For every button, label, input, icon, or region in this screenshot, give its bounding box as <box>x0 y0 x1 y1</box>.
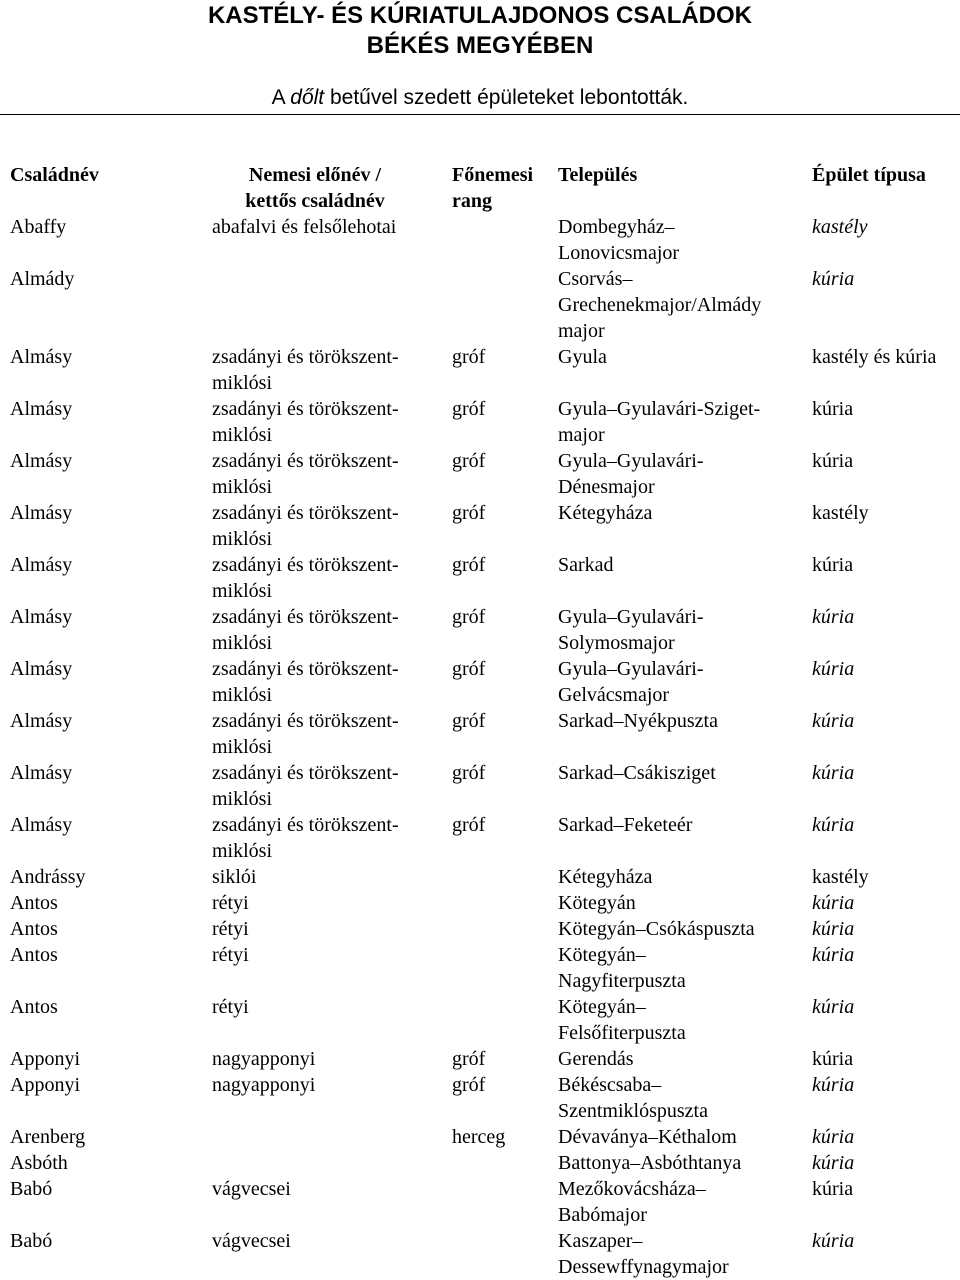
table-row <box>0 500 960 552</box>
cell-family: Antos <box>10 944 58 966</box>
cell-noble-prefix-line: miklósi <box>212 476 273 498</box>
cell-settlement-line: Gyula–Gyulavári- <box>558 658 704 680</box>
cell-building-type: kastély <box>812 502 869 524</box>
cell-settlement <box>558 1228 806 1280</box>
table-row <box>0 1150 960 1176</box>
column-header-noble-prefix-line1: Nemesi előnév / <box>248 164 382 186</box>
cell-settlement-line: Grechenekmajor/Almády <box>558 294 762 316</box>
cell-noble-prefix-line: vágvecsei <box>212 1178 291 1200</box>
table-row <box>0 916 960 942</box>
cell-settlement-line: Gyula <box>558 346 607 368</box>
cell-family: Almásy <box>10 762 73 784</box>
cell-settlement-line: Csorvás– <box>558 268 633 290</box>
cell-settlement-line: Battonya–Asbóthtanya <box>558 1152 742 1174</box>
cell-rank: gróf <box>452 450 486 472</box>
cell-family: Almásy <box>10 346 73 368</box>
table-row <box>0 448 960 500</box>
cell-settlement-line: Dessewffynagymajor <box>558 1256 729 1278</box>
cell-noble-prefix-line: nagyapponyi <box>212 1074 316 1096</box>
cell-noble-prefix-line: zsadányi és törökszent- <box>212 346 399 368</box>
cell-settlement <box>558 604 806 656</box>
column-header-family: Családnév <box>10 164 99 186</box>
cell-family: Antos <box>10 996 58 1018</box>
document-title-line2: BÉKÉS MEGYÉBEN <box>366 32 594 59</box>
cell-settlement-line: Kötegyán– <box>558 996 646 1018</box>
cell-noble-prefix <box>212 500 434 552</box>
cell-building-type: kastély és kúria <box>812 346 937 368</box>
table-row <box>0 266 960 344</box>
cell-settlement-line: Gyula–Gyulavári- <box>558 450 704 472</box>
cell-building-type: kúria <box>812 1048 854 1070</box>
cell-settlement-line: Kötegyán– <box>558 944 646 966</box>
cell-family: Apponyi <box>10 1074 80 1096</box>
cell-settlement-line: Dénesmajor <box>558 476 655 498</box>
cell-noble-prefix-line: zsadányi és törökszent- <box>212 762 399 784</box>
cell-building-type: kúria <box>812 606 855 628</box>
table-row <box>0 604 960 656</box>
cell-settlement-line: Sarkad–Feketeér <box>558 814 693 836</box>
subtitle-italic-word: dőlt <box>290 86 325 109</box>
document-title-line1: KASTÉLY- ÉS KÚRIATULAJDONOS CSALÁDOK <box>207 2 753 29</box>
cell-family: Abaffy <box>10 216 67 238</box>
cell-noble-prefix-line: zsadányi és törökszent- <box>212 398 399 420</box>
cell-rank: gróf <box>452 658 486 680</box>
cell-noble-prefix-line: nagyapponyi <box>212 1048 316 1070</box>
cell-settlement-line: Lonovicsmajor <box>558 242 680 264</box>
cell-rank: gróf <box>452 346 486 368</box>
table-row <box>0 552 960 604</box>
cell-building-type: kastély <box>812 216 868 238</box>
table-row <box>0 1124 960 1150</box>
cell-settlement <box>558 1150 806 1176</box>
cell-noble-prefix-line: vágvecsei <box>212 1230 291 1252</box>
cell-noble-prefix <box>212 1176 434 1202</box>
cell-noble-prefix <box>212 812 434 864</box>
table-body <box>0 214 960 1280</box>
table-row <box>0 812 960 864</box>
cell-building-type: kúria <box>812 398 854 420</box>
subtitle-text-after: betűvel szedett épületeket lebontották. <box>324 86 689 109</box>
cell-settlement <box>558 448 806 500</box>
cell-noble-prefix <box>212 760 434 812</box>
cell-settlement-line: Babómajor <box>558 1204 647 1226</box>
cell-rank: gróf <box>452 814 486 836</box>
cell-building-type: kúria <box>812 554 854 576</box>
cell-building-type: kúria <box>812 268 855 290</box>
cell-settlement-line: Sarkad–Nyékpuszta <box>558 710 718 732</box>
cell-rank: herceg <box>452 1126 506 1148</box>
cell-settlement-line: Nagyfiterpuszta <box>558 970 686 992</box>
cell-settlement-line: Kétegyháza <box>558 502 653 524</box>
cell-settlement-line: Kétegyháza <box>558 866 653 888</box>
cell-family: Almásy <box>10 554 73 576</box>
column-header-building-type: Épület típusa <box>812 164 926 186</box>
cell-settlement <box>558 344 806 370</box>
cell-settlement <box>558 890 806 916</box>
column-header-settlement: Település <box>558 164 638 186</box>
cell-noble-prefix-line: zsadányi és törökszent- <box>212 502 399 524</box>
cell-settlement-line: major <box>558 320 605 342</box>
cell-settlement <box>558 942 806 994</box>
cell-noble-prefix-line: zsadányi és törökszent- <box>212 814 399 836</box>
column-header-noble-prefix-line2: kettős családnév <box>245 190 385 212</box>
cell-settlement-line: Gelvácsmajor <box>558 684 670 706</box>
cell-family: Almásy <box>10 502 73 524</box>
cell-noble-prefix-line: zsadányi és törökszent- <box>212 710 399 732</box>
table-row <box>0 890 960 916</box>
cell-building-type: kúria <box>812 892 855 914</box>
cell-noble-prefix <box>212 1228 434 1254</box>
table-row <box>0 1176 960 1228</box>
cell-settlement-line: Solymosmajor <box>558 632 675 654</box>
cell-noble-prefix <box>212 994 434 1020</box>
cell-family: Arenberg <box>10 1126 86 1148</box>
table-row <box>0 760 960 812</box>
cell-building-type: kúria <box>812 710 855 732</box>
cell-building-type: kúria <box>812 944 855 966</box>
cell-settlement-line: Szentmiklóspuszta <box>558 1100 708 1122</box>
cell-noble-prefix <box>212 214 434 240</box>
cell-building-type: kúria <box>812 762 855 784</box>
cell-rank: gróf <box>452 762 486 784</box>
cell-family: Apponyi <box>10 1048 80 1070</box>
cell-noble-prefix-line: rétyi <box>212 892 249 914</box>
cell-noble-prefix-line: miklósi <box>212 528 273 550</box>
cell-noble-prefix <box>212 448 434 500</box>
cell-settlement <box>558 1046 806 1072</box>
cell-noble-prefix-line: miklósi <box>212 424 273 446</box>
cell-family: Almásy <box>10 710 73 732</box>
cell-settlement-line: Kötegyán–Csókáspuszta <box>558 918 755 940</box>
column-header-noble-prefix <box>196 162 434 214</box>
table-row <box>0 1072 960 1124</box>
cell-settlement <box>558 1072 806 1124</box>
cell-family: Almásy <box>10 814 73 836</box>
cell-noble-prefix <box>212 1072 434 1098</box>
cell-rank: gróf <box>452 398 486 420</box>
cell-settlement-line: Gyula–Gyulavári- <box>558 606 704 628</box>
cell-building-type: kúria <box>812 1230 855 1252</box>
cell-settlement-line: Dévaványa–Kéthalom <box>558 1126 737 1148</box>
cell-family: Almády <box>10 268 75 290</box>
cell-settlement-line: major <box>558 424 605 446</box>
cell-rank: gróf <box>452 1074 486 1096</box>
cell-settlement <box>558 864 806 890</box>
cell-noble-prefix-line: miklósi <box>212 736 273 758</box>
cell-settlement <box>558 500 806 526</box>
cell-settlement-line: Kötegyán <box>558 892 636 914</box>
cell-family: Almásy <box>10 606 73 628</box>
cell-building-type: kúria <box>812 814 855 836</box>
cell-noble-prefix <box>212 552 434 604</box>
table-header-row <box>0 162 960 214</box>
cell-family: Babó <box>10 1178 53 1200</box>
cell-noble-prefix-line: miklósi <box>212 788 273 810</box>
column-header-rank <box>452 162 552 214</box>
cell-building-type: kúria <box>812 996 855 1018</box>
column-header-rank-line2: rang <box>452 190 492 212</box>
cell-building-type: kúria <box>812 658 855 680</box>
cell-noble-prefix-line: miklósi <box>212 580 273 602</box>
subtitle-text-before: A <box>271 86 291 109</box>
cell-noble-prefix <box>212 890 434 916</box>
cell-building-type: kúria <box>812 1074 855 1096</box>
cell-settlement <box>558 656 806 708</box>
cell-settlement <box>558 214 806 266</box>
table-row <box>0 214 960 266</box>
cell-building-type: kúria <box>812 1126 855 1148</box>
cell-family: Almásy <box>10 658 73 680</box>
document-subtitle <box>0 86 960 110</box>
cell-noble-prefix-line: zsadányi és törökszent- <box>212 554 399 576</box>
cell-noble-prefix <box>212 916 434 942</box>
cell-noble-prefix-line: rétyi <box>212 918 249 940</box>
cell-building-type: kastély <box>812 866 869 888</box>
cell-noble-prefix <box>212 604 434 656</box>
column-header-rank-line1: Főnemesi <box>452 164 534 186</box>
cell-noble-prefix-line: zsadányi és törökszent- <box>212 606 399 628</box>
table-row <box>0 1046 960 1072</box>
cell-family: Antos <box>10 918 58 940</box>
cell-settlement <box>558 994 806 1046</box>
cell-noble-prefix-line: miklósi <box>212 840 273 862</box>
cell-settlement-line: Kaszaper– <box>558 1230 643 1252</box>
cell-settlement <box>558 916 806 942</box>
table-row <box>0 344 960 396</box>
cell-building-type: kúria <box>812 1178 854 1200</box>
cell-building-type: kúria <box>812 918 855 940</box>
table-row <box>0 942 960 994</box>
cell-settlement-line: Dombegyház– <box>558 216 675 238</box>
cell-building-type: kúria <box>812 1152 855 1174</box>
document-header <box>0 0 960 112</box>
cell-settlement-line: Sarkad–Csákisziget <box>558 762 716 784</box>
cell-noble-prefix-line: rétyi <box>212 944 249 966</box>
cell-rank: gróf <box>452 554 486 576</box>
cell-settlement <box>558 760 806 786</box>
cell-noble-prefix-line: rétyi <box>212 996 249 1018</box>
cell-noble-prefix-line: siklói <box>212 866 257 888</box>
cell-noble-prefix-line: abafalvi és felsőlehotai <box>212 216 397 238</box>
header-divider <box>0 114 960 115</box>
cell-settlement-line: Gyula–Gyulavári-Sziget- <box>558 398 761 420</box>
table-row <box>0 656 960 708</box>
cell-rank: gróf <box>452 710 486 732</box>
cell-settlement <box>558 812 806 838</box>
table-row <box>0 994 960 1046</box>
cell-settlement <box>558 266 806 344</box>
table-row <box>0 708 960 760</box>
castle-owner-table <box>0 162 960 1280</box>
cell-family: Andrássy <box>10 866 86 888</box>
cell-building-type: kúria <box>812 450 854 472</box>
cell-family: Almásy <box>10 398 73 420</box>
cell-settlement <box>558 1124 806 1150</box>
cell-noble-prefix <box>212 864 434 890</box>
cell-noble-prefix-line: miklósi <box>212 632 273 654</box>
cell-family: Asbóth <box>10 1152 68 1174</box>
cell-settlement-line: Mezőkovácsháza– <box>558 1178 706 1200</box>
cell-settlement <box>558 552 806 578</box>
cell-settlement <box>558 708 806 734</box>
cell-noble-prefix <box>212 1046 434 1072</box>
cell-noble-prefix-line: zsadányi és törökszent- <box>212 450 399 472</box>
cell-settlement <box>558 396 806 448</box>
cell-noble-prefix <box>212 942 434 968</box>
cell-family: Almásy <box>10 450 73 472</box>
cell-rank: gróf <box>452 502 486 524</box>
cell-noble-prefix-line: miklósi <box>212 684 273 706</box>
cell-settlement-line: Gerendás <box>558 1048 634 1070</box>
cell-noble-prefix <box>212 396 434 448</box>
cell-settlement-line: Sarkad <box>558 554 614 576</box>
cell-noble-prefix-line: zsadányi és törökszent- <box>212 658 399 680</box>
table-row <box>0 1228 960 1280</box>
cell-family: Antos <box>10 892 58 914</box>
cell-noble-prefix <box>212 708 434 760</box>
cell-settlement-line: Felsőfiterpuszta <box>558 1022 686 1044</box>
cell-settlement <box>558 1176 806 1228</box>
cell-noble-prefix <box>212 656 434 708</box>
cell-noble-prefix <box>212 344 434 396</box>
table-row <box>0 864 960 890</box>
cell-family: Babó <box>10 1230 53 1252</box>
cell-settlement-line: Békéscsaba– <box>558 1074 662 1096</box>
cell-rank: gróf <box>452 606 486 628</box>
table-row <box>0 396 960 448</box>
cell-noble-prefix-line: miklósi <box>212 372 273 394</box>
cell-rank: gróf <box>452 1048 486 1070</box>
